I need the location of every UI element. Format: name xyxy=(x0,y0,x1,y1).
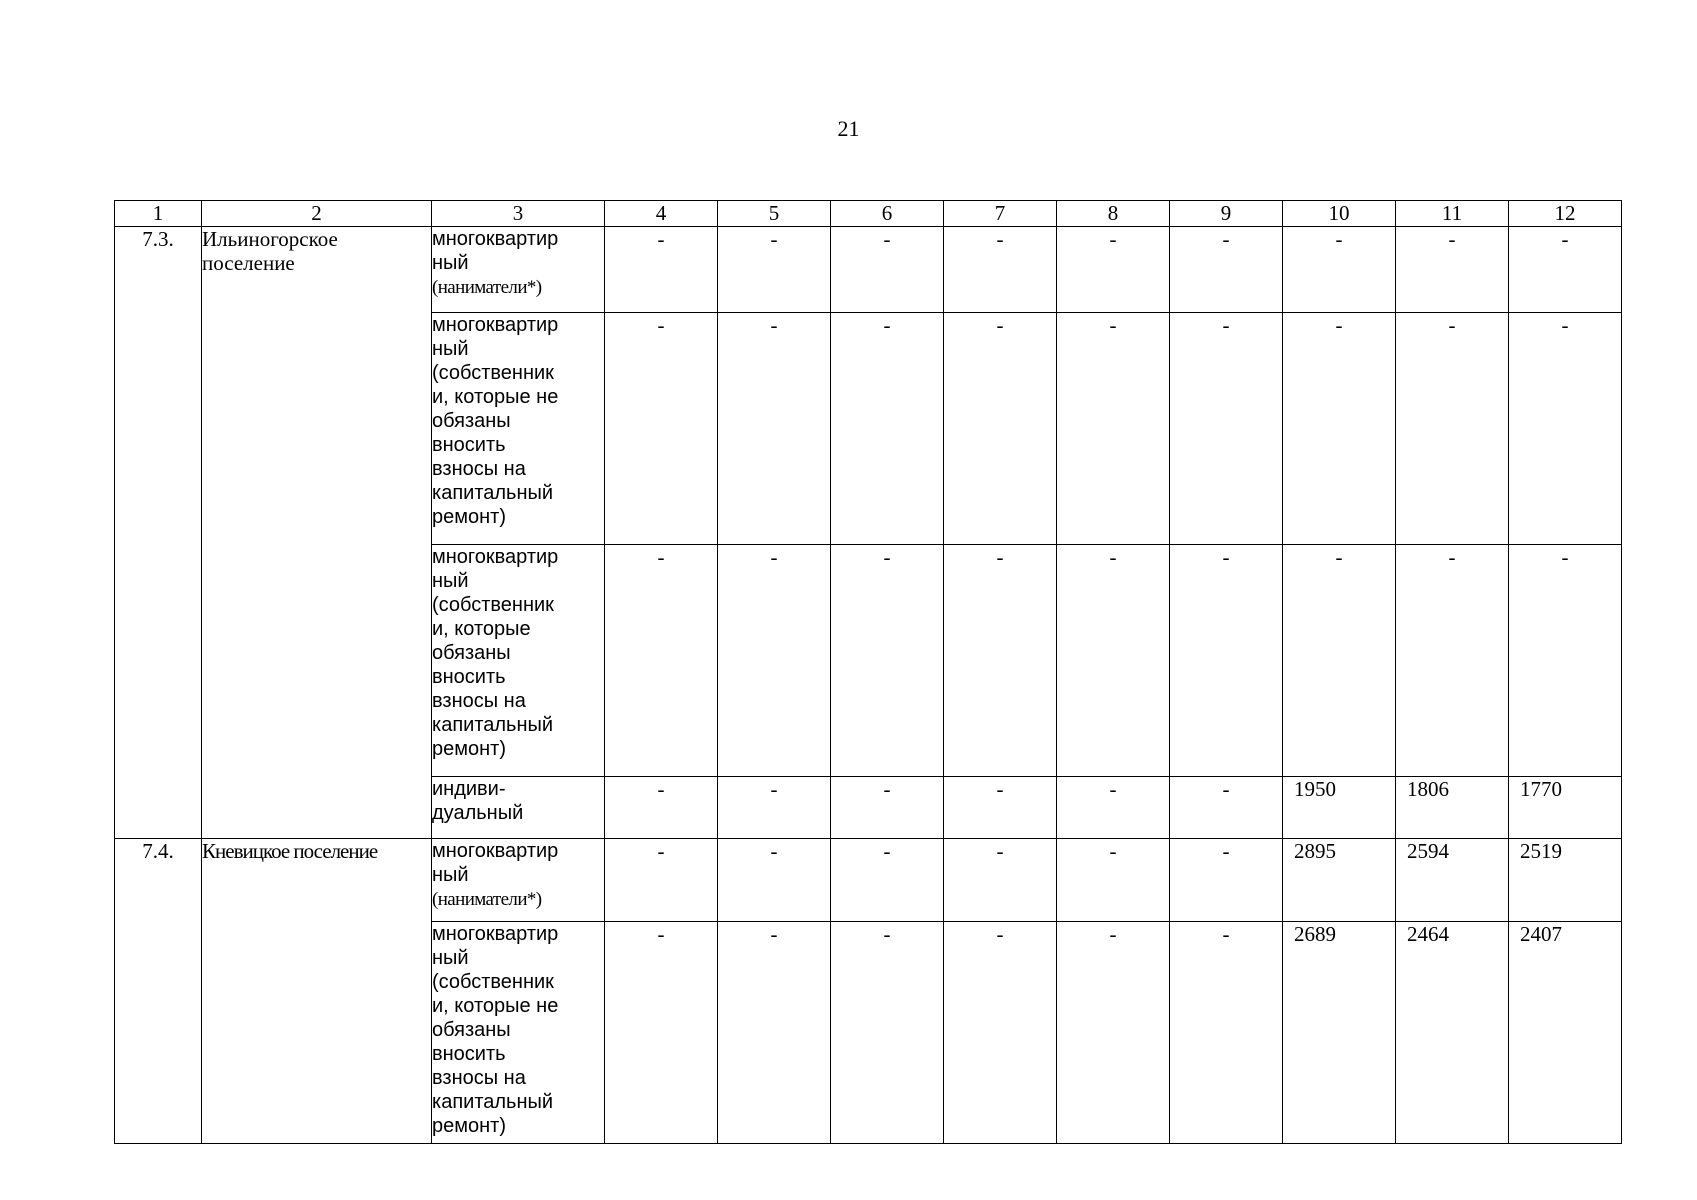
table-row xyxy=(115,839,1622,922)
value-cell: - xyxy=(1057,922,1170,1144)
value-cell: 2895 xyxy=(1283,839,1396,922)
value-cell: - xyxy=(605,227,718,313)
housing-type-text: многоквартир ный xyxy=(432,840,559,886)
value-cell: - xyxy=(1057,777,1170,839)
header-cell: 7 xyxy=(944,201,1057,227)
value-cell: - xyxy=(605,922,718,1144)
value-cell: - xyxy=(1057,545,1170,777)
header-cell: 3 xyxy=(432,201,605,227)
value-cell: - xyxy=(1509,227,1622,313)
housing-type-cell: многоквартир ный (собственник и, которые не обязаны вносить взносы на капитальный ремонт) xyxy=(432,313,605,545)
value-cell: - xyxy=(944,839,1057,922)
value-cell: - xyxy=(944,922,1057,1144)
value-cell: - xyxy=(718,545,831,777)
value-cell: - xyxy=(1170,922,1283,1144)
value-cell: - xyxy=(605,839,718,922)
value-cell: - xyxy=(831,839,944,922)
value-cell: - xyxy=(718,839,831,922)
value-cell: - xyxy=(831,313,944,545)
header-cell: 10 xyxy=(1283,201,1396,227)
value-cell: - xyxy=(831,922,944,1144)
value-cell: - xyxy=(831,545,944,777)
value-cell: - xyxy=(1509,313,1622,545)
value-cell: - xyxy=(944,545,1057,777)
value-cell: - xyxy=(1170,227,1283,313)
value-cell: - xyxy=(718,777,831,839)
housing-type-cell xyxy=(432,227,605,313)
value-cell: - xyxy=(1170,777,1283,839)
value-cell: - xyxy=(1509,545,1622,777)
housing-type-text: многоквартир ный xyxy=(432,228,559,274)
row-number-cell: 7.3. xyxy=(115,227,202,839)
header-cell: 5 xyxy=(718,201,831,227)
header-cell: 11 xyxy=(1396,201,1509,227)
value-cell: 2519 xyxy=(1509,839,1622,922)
value-cell: - xyxy=(718,313,831,545)
value-cell: - xyxy=(605,545,718,777)
value-cell: - xyxy=(605,313,718,545)
housing-type-cell: многоквартир ный (собственник и, которые обязаны вносить взносы на капитальный ремонт) xyxy=(432,545,605,777)
table-row xyxy=(115,227,1622,313)
settlement-cell: Кневицкое поселение xyxy=(202,839,432,1144)
header-cell: 6 xyxy=(831,201,944,227)
value-cell: - xyxy=(1057,313,1170,545)
value-cell: 2464 xyxy=(1396,922,1509,1144)
value-cell: - xyxy=(1283,227,1396,313)
value-cell: - xyxy=(831,227,944,313)
value-cell: - xyxy=(944,227,1057,313)
value-cell: 1770 xyxy=(1509,777,1622,839)
row-number-cell: 7.4. xyxy=(115,839,202,1144)
value-cell: - xyxy=(1170,545,1283,777)
header-cell: 8 xyxy=(1057,201,1170,227)
housing-type-note: (наниматели*) xyxy=(432,277,542,298)
housing-type-cell: многоквартир ный (собственник и, которые не обязаны вносить взносы на капитальный ремонт) xyxy=(432,922,605,1144)
value-cell: - xyxy=(1057,839,1170,922)
data-table xyxy=(114,200,1622,1144)
header-cell: 2 xyxy=(202,201,432,227)
value-cell: - xyxy=(1283,545,1396,777)
housing-type-cell: индиви- дуальный xyxy=(432,777,605,839)
value-cell: 2407 xyxy=(1509,922,1622,1144)
value-cell: - xyxy=(1396,545,1509,777)
value-cell: - xyxy=(1057,227,1170,313)
header-cell: 12 xyxy=(1509,201,1622,227)
value-cell: - xyxy=(1396,227,1509,313)
header-cell: 1 xyxy=(115,201,202,227)
value-cell: - xyxy=(1396,313,1509,545)
header-row xyxy=(115,201,1622,227)
header-cell: 4 xyxy=(605,201,718,227)
value-cell: - xyxy=(1170,313,1283,545)
value-cell: - xyxy=(1283,313,1396,545)
value-cell: - xyxy=(831,777,944,839)
value-cell: - xyxy=(718,227,831,313)
value-cell: - xyxy=(1170,839,1283,922)
page-number: 21 xyxy=(837,116,860,141)
housing-type-note: (наниматели*) xyxy=(432,889,542,910)
header-cell: 9 xyxy=(1170,201,1283,227)
housing-type-cell xyxy=(432,839,605,922)
value-cell: 2594 xyxy=(1396,839,1509,922)
value-cell: 2689 xyxy=(1283,922,1396,1144)
value-cell: - xyxy=(944,313,1057,545)
value-cell: - xyxy=(944,777,1057,839)
value-cell: 1806 xyxy=(1396,777,1509,839)
value-cell: 1950 xyxy=(1283,777,1396,839)
value-cell: - xyxy=(718,922,831,1144)
value-cell: - xyxy=(605,777,718,839)
settlement-cell: Ильиногорское поселение xyxy=(202,227,432,839)
